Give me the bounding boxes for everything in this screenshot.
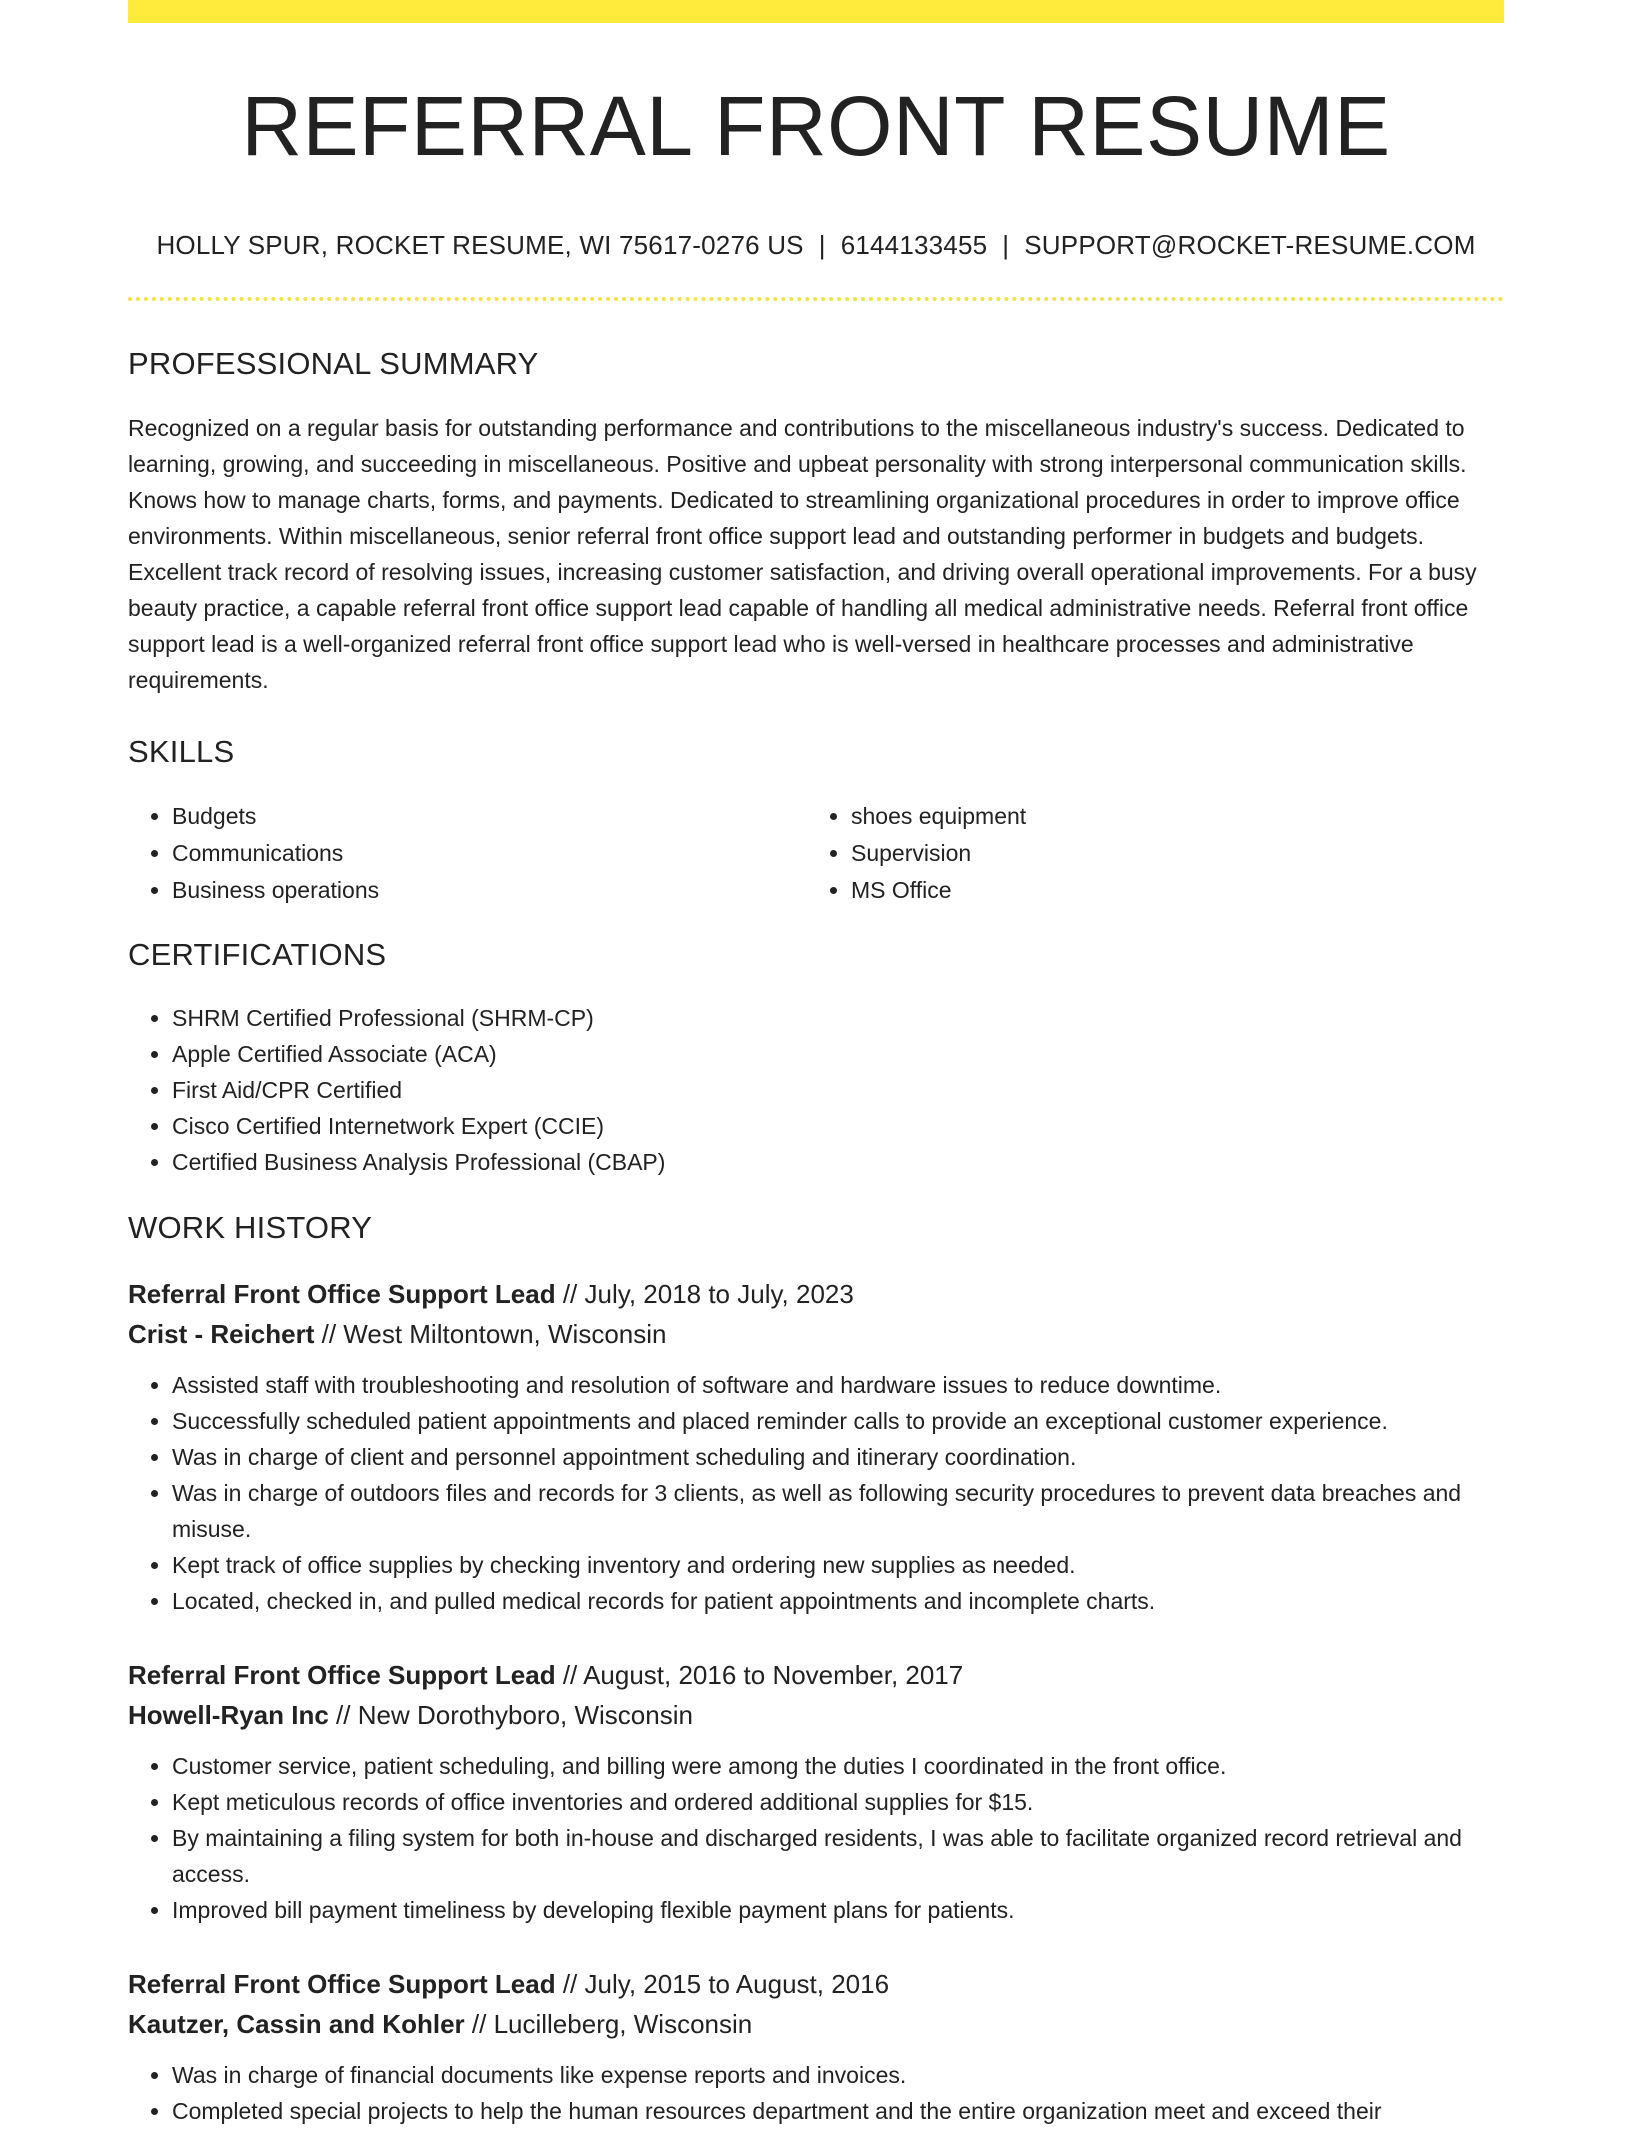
work-history-heading: WORK HISTORY	[128, 1210, 373, 1246]
job-company: Kautzer, Cassin and Kohler	[128, 2009, 465, 2040]
certification-item: • Apple Certified Associate (ACA)	[172, 1036, 1504, 1072]
certification-item: • SHRM Certified Professional (SHRM-CP)	[172, 1000, 1504, 1036]
skill-item: • Budgets	[172, 798, 807, 835]
delimiter: //	[555, 1969, 585, 2000]
job-entry	[128, 1964, 1504, 2129]
job-bullet: • Was in charge of financial documents like expense reports and invoices.	[172, 2057, 1504, 2093]
job-bullet: • Was in charge of outdoors files and records for 3 clients, as well as following security procedures to prevent data breaches and misuse.	[172, 1475, 1504, 1547]
job-bullet: • Kept track of office supplies by checking inventory and ordering new supplies as needed.	[172, 1547, 1504, 1583]
summary-text: Recognized on a regular basis for outstanding performance and contributions to the miscellaneous industry's success. Dedicated to learning, growing, and succeeding in miscellaneous. Positive and upbeat personality with strong interpersonal communication skills. Knows how to manage charts, forms, and payments. Dedicated to streamlining organizational procedures in order to improve office environments. Within miscellaneous, senior referral front office support lead and outstanding performer in budgets and budgets. Excellent track record of resolving issues, increasing customer satisfaction, and driving overall operational improvements. For a busy beauty practice, a capable referral front office support lead capable of handling all medical administrative needs. Referral front office support lead is a well-organized referral front office support lead who is well-versed in healthcare processes and administrative requirements.	[128, 415, 1477, 694]
job-bullets	[128, 1367, 1504, 1619]
job-title-line	[128, 1274, 1504, 1314]
job-company: Crist - Reichert	[128, 1319, 315, 1350]
skill-item: • Supervision	[851, 835, 1486, 872]
skills-heading: SKILLS	[128, 734, 235, 770]
job-bullet: • Located, checked in, and pulled medical records for patient appointments and incomplete charts.	[172, 1583, 1504, 1619]
delimiter: //	[328, 1700, 358, 1731]
job-title-line	[128, 1655, 1504, 1695]
job-entry	[128, 1274, 1504, 1619]
job-title: Referral Front Office Support Lead	[128, 1969, 556, 2000]
delimiter: //	[314, 1319, 344, 1350]
skill-item: • MS Office	[851, 872, 1486, 909]
summary-heading: PROFESSIONAL SUMMARY	[128, 346, 539, 382]
resume-title: REFERRAL FRONT RESUME	[241, 79, 1391, 173]
job-title: Referral Front Office Support Lead	[128, 1660, 556, 1691]
job-location: New Dorothyboro, Wisconsin	[357, 1700, 693, 1731]
job-title: Referral Front Office Support Lead	[128, 1279, 556, 1310]
contact-email: SUPPORT@ROCKET-RESUME.COM	[1024, 230, 1476, 261]
skill-item: • Business operations	[172, 872, 807, 909]
job-company-line	[128, 2004, 1504, 2044]
job-bullets	[128, 1748, 1504, 1928]
job-dates: August, 2016 to November, 2017	[583, 1660, 964, 1691]
job-dates: July, 2018 to July, 2023	[584, 1279, 854, 1310]
skill-item: • shoes equipment	[851, 798, 1486, 835]
skills-grid	[128, 798, 1504, 909]
skills-list-left	[128, 798, 807, 909]
contact-separator: |	[818, 230, 826, 261]
delimiter: //	[464, 2009, 494, 2040]
certification-item: • Certified Business Analysis Professional (CBAP)	[172, 1144, 1504, 1180]
job-company: Howell-Ryan Inc	[128, 1700, 329, 1731]
job-location: Lucilleberg, Wisconsin	[493, 2009, 753, 2040]
accent-bar	[128, 0, 1504, 23]
contact-phone: 6144133455	[840, 230, 988, 261]
job-bullet: • Successfully scheduled patient appointments and placed reminder calls to provide an exceptional customer experience.	[172, 1403, 1504, 1439]
skills-list-right	[807, 798, 1486, 909]
job-bullet: • Customer service, patient scheduling, and billing were among the duties I coordinated in the front office.	[172, 1748, 1504, 1784]
certification-item: • First Aid/CPR Certified	[172, 1072, 1504, 1108]
certification-item: • Cisco Certified Internetwork Expert (CCIE)	[172, 1108, 1504, 1144]
delimiter: //	[555, 1660, 584, 1691]
job-bullets	[128, 2057, 1504, 2129]
resume-page	[128, 0, 1504, 2129]
dotted-divider	[128, 297, 1504, 301]
job-bullet: • Kept meticulous records of office inventories and ordered additional supplies for $15.	[172, 1784, 1504, 1820]
certifications-heading: CERTIFICATIONS	[128, 937, 387, 973]
job-bullet: • Completed special projects to help the human resources department and the entire organization meet and exceed their	[172, 2093, 1504, 2129]
certifications-list	[128, 1000, 1504, 1180]
job-bullet: • Assisted staff with troubleshooting and resolution of software and hardware issues to reduce downtime.	[172, 1367, 1504, 1403]
job-entry	[128, 1655, 1504, 1928]
job-title-line	[128, 1964, 1504, 2004]
contact-separator: |	[1002, 230, 1010, 261]
job-bullet: • Improved bill payment timeliness by developing flexible payment plans for patients.	[172, 1892, 1504, 1928]
job-bullet: • Was in charge of client and personnel appointment scheduling and itinerary coordination.	[172, 1439, 1504, 1475]
job-dates: July, 2015 to August, 2016	[584, 1969, 890, 2000]
job-location: West Miltontown, Wisconsin	[343, 1319, 667, 1350]
delimiter: //	[555, 1279, 585, 1310]
job-company-line	[128, 1695, 1504, 1735]
job-bullet: • By maintaining a filing system for both in-house and discharged residents, I was able to facilitate organized record retrieval and access.	[172, 1820, 1504, 1892]
contact-address: HOLLY SPUR, ROCKET RESUME, WI 75617-0276 US	[156, 230, 804, 261]
skill-item: • Communications	[172, 835, 807, 872]
contact-line	[128, 230, 1504, 261]
job-company-line	[128, 1314, 1504, 1354]
